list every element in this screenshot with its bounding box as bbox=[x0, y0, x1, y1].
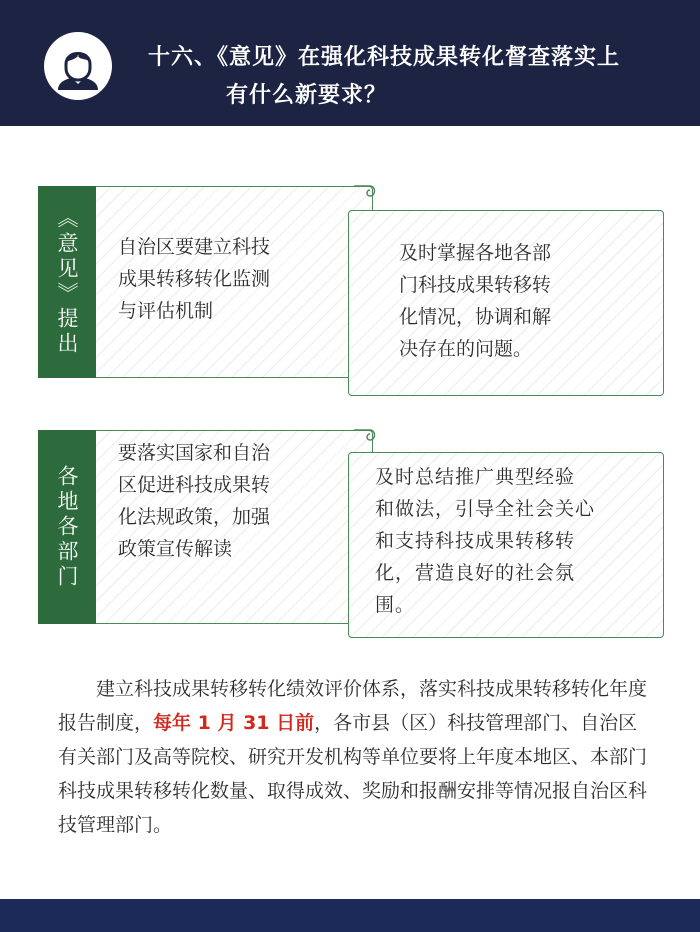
avatar bbox=[44, 32, 112, 100]
section-label: 《意见》提出 bbox=[38, 186, 96, 378]
deadline-highlight: 每年 1 月 31 日前 bbox=[153, 712, 315, 734]
scroll-curl-icon bbox=[352, 428, 378, 450]
section-card-left bbox=[96, 186, 373, 378]
scroll-curl-icon bbox=[352, 184, 378, 206]
card-text: 自治区要建立科技 成果转移转化监测 与评估机制 bbox=[118, 236, 271, 322]
card-text: 及时掌握各地各部 门科技成果转移转 化情况，协调和解 决存在的问题。 bbox=[399, 242, 552, 360]
body-paragraph bbox=[58, 672, 648, 842]
card-text: 及时总结推广典型经验 和做法，引导全社会关心 和支持科技成果转移转 化，营造良好的社会氛 围。 bbox=[375, 466, 596, 616]
card-text: 要落实国家和自治 区促进科技成果转 化法规政策，加强 政策宣传解读 bbox=[118, 442, 271, 560]
footer-bar bbox=[0, 899, 700, 932]
paragraph-text: 建立科技成果转移转化绩效评价体系，落实科技成果转移转化年度报告制度， bbox=[58, 678, 648, 734]
section-card-right bbox=[348, 452, 664, 638]
page-title-line2: 有什么新要求？ bbox=[226, 83, 388, 108]
paragraph-text: ，各市县（区）科技管理部门、自治区有关部门及高等院校、研究开发机构等单位要将上年度本地区、本部门科技成果转移转化数量、取得成效、奖励和报酬安排等情况报自治区科技管理部门。 bbox=[58, 712, 648, 836]
person-icon bbox=[56, 42, 100, 90]
page-title-line1: 十六、《意见》在强化科技成果转化督查落实上 bbox=[148, 45, 621, 70]
section-label: 各地各部门 bbox=[38, 430, 96, 624]
section-card-right bbox=[348, 210, 664, 396]
section-card-left bbox=[96, 430, 373, 624]
header-banner bbox=[0, 0, 700, 126]
